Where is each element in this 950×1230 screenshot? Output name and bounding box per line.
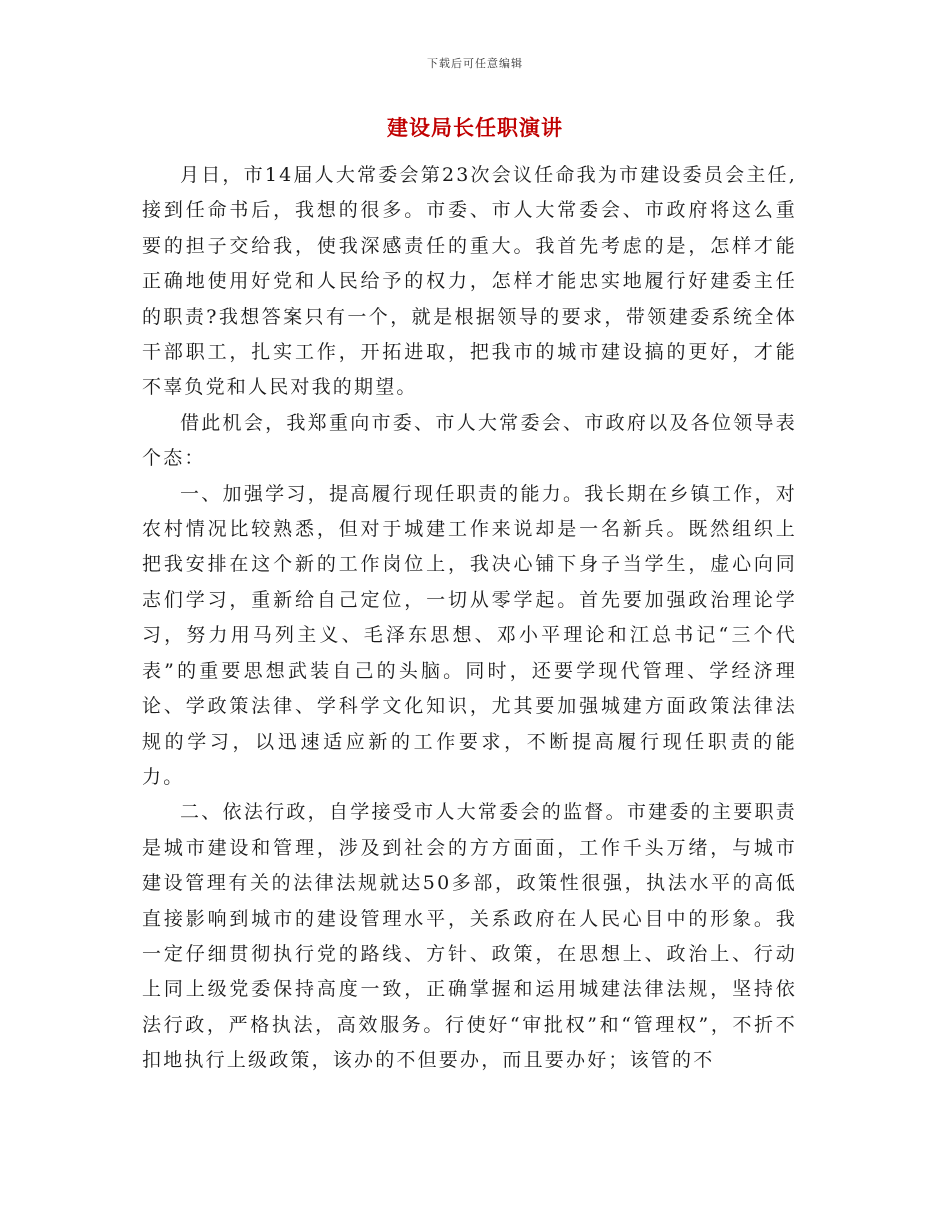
- paragraph-point-one: 一、加强学习，提高履行现任职责的能力。我长期在乡镇工作，对农村情况比较熟悉，但对于城建工作来说却是一名新兵。既然组织上把我安排在这个新的工作岗位上，我决心铺下身子当学生，虚心向同志们学习，重新给自己定位，一切从零学起。首先要加强政治理论学习，努力用马列主义、毛泽东思想、邓小平理论和江总书记“三个代表”的重要思想武装自己的头脑。同时，还要学现代管理、学经济理论、学政策法律、学科学文化知识，尤其要加强城建方面政策法律法规的学习，以迅速适应新的工作要求，不断提高履行现任职责的能力。: [142, 482, 797, 788]
- document-body: [142, 158, 797, 1079]
- document-title: 建设局长任职演讲: [387, 115, 563, 140]
- paragraph-appointment: 月日，市14届人大常委会第23次会议任命我为市建设委员会主任,接到任命书后，我想的很多。市委、市人大常委会、市政府将这么重要的担子交给我，使我深感责任的重大。我首先考虑的是，怎样才能正确地使用好党和人民给予的权力，怎样才能忠实地履行好建委主任的职责?我想答案只有一个，就是根据领导的要求，带领建委系统全体干部职工，扎实工作，开拓进取，把我市的城市建设搞的更好，才能不辜负党和人民对我的期望。: [142, 164, 797, 399]
- paragraph-statement-intro: 借此机会，我郑重向市委、市人大常委会、市政府以及各位领导表个态：: [142, 411, 797, 470]
- paragraph-point-two: 二、依法行政，自学接受市人大常委会的监督。市建委的主要职责是城市建设和管理，涉及到社会的方方面面，工作千头万绪，与城市建设管理有关的法律法规就达50多部，政策性很强，执法水平的高低直接影响到城市的建设管理水平，关系政府在人民心目中的形象。我一定仔细贯彻执行党的路线、方针、政策，在思想上、政治上、行动上同上级党委保持高度一致，正确掌握和运用城建法律法规，坚持依法行政，严格执法，高效服务。行使好“审批权”和“管理权”，不折不扣地执行上级政策，该办的不但要办，而且要办好；该管的不: [142, 801, 797, 1072]
- page-header-note: 下载后可任意编辑: [427, 57, 523, 70]
